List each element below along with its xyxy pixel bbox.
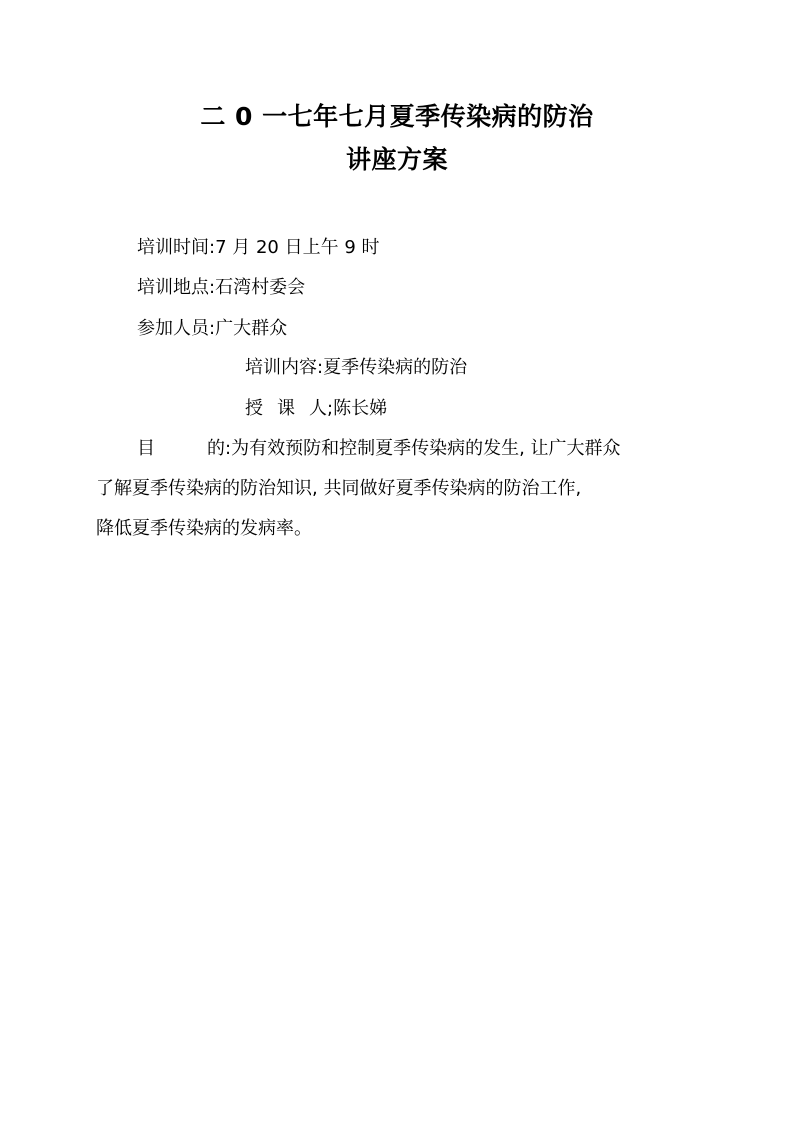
training-place-row bbox=[137, 273, 305, 299]
training-place-value: 石湾村委会 bbox=[215, 277, 306, 298]
attendees-value: 广大群众 bbox=[215, 318, 288, 339]
lecturer-row bbox=[245, 394, 387, 420]
training-place-label: 培训地点: bbox=[137, 277, 216, 298]
document-title-line-2: 讲座方案 bbox=[345, 145, 448, 174]
training-content-row bbox=[245, 353, 467, 379]
lecturer-label-char-1: 授 bbox=[245, 398, 263, 419]
attendees-row bbox=[137, 314, 287, 340]
attendees-label: 参加人员: bbox=[137, 318, 216, 339]
purpose-row bbox=[137, 434, 621, 460]
purpose-label-char-1: 目 bbox=[137, 438, 155, 459]
training-time-row bbox=[137, 233, 380, 259]
training-time-value: 7 月 20 日上午 9 时 bbox=[215, 237, 380, 258]
lecturer-value: 陈长娣 bbox=[333, 398, 388, 419]
lecturer-label-char-3: 人; bbox=[309, 398, 334, 419]
training-time-label: 培训时间: bbox=[137, 237, 216, 258]
purpose-text-line-3: 降低夏季传染病的发病率。 bbox=[96, 518, 312, 539]
training-content-label: 培训内容: bbox=[245, 357, 324, 378]
purpose-text-line-2: 了解夏季传染病的防治知识, 共同做好夏季传染病的防治工作, bbox=[96, 478, 582, 499]
lecturer-label-char-2: 课 bbox=[277, 398, 295, 419]
document-title-line-1: 二 0 一七年七月夏季传染病的防治 bbox=[200, 102, 594, 131]
training-content-value: 夏季传染病的防治 bbox=[323, 357, 468, 378]
purpose-text-line-1: 为有效预防和控制夏季传染病的发生, 让广大群众 bbox=[231, 438, 621, 459]
purpose-label-char-2: 的: bbox=[207, 438, 232, 459]
